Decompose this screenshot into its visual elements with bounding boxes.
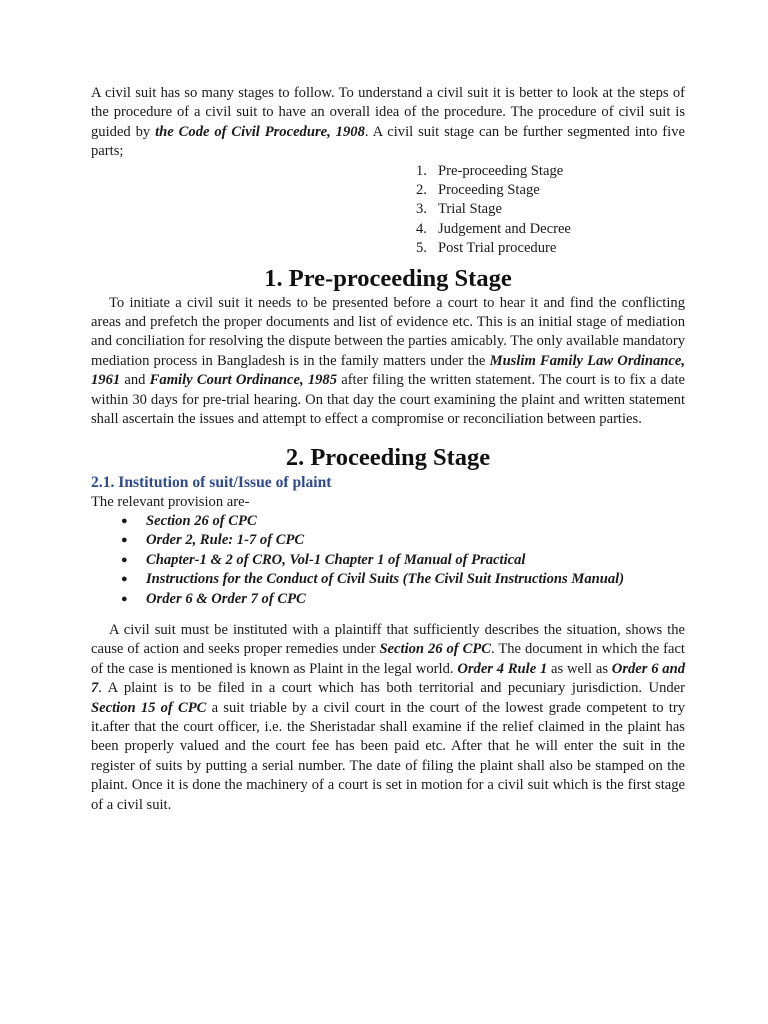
stage-item: [416, 200, 685, 219]
section-2-emphasis-s26: Section 26 of CPC: [379, 641, 491, 658]
section-2-text-3: as well as: [547, 660, 612, 677]
bullet-icon: ●: [121, 514, 128, 527]
bullet-icon: ●: [121, 592, 128, 605]
stage-label: Post Trial procedure: [438, 240, 557, 257]
stage-number: 4.: [416, 220, 427, 237]
bullet-icon: ●: [121, 573, 128, 586]
section-2-emphasis-o6-7: Order 6 and 7: [91, 660, 685, 697]
stage-item: [416, 220, 685, 239]
section-1-text-3: after filing the written statement. The court is to fix a date within 30 days for pre-trial hearing. On that day the court examining the plaint and written statement shall ascertain the issues and attempt to effect a compromise or reconciliation between parties.: [91, 372, 686, 428]
section-2-text-1: A civil suit must be instituted with a plaintiff that sufficiently describes the situation, shows the cause of action and seeks proper remedies under: [91, 621, 685, 658]
bullet-icon: ●: [121, 553, 128, 566]
bullet-icon: ●: [121, 534, 128, 547]
provision-text: Section 26 of CPC: [146, 512, 257, 529]
section-1-heading: 1. Pre-proceeding Stage: [264, 264, 512, 292]
provision-item: [121, 512, 685, 531]
stage-item: [416, 162, 685, 181]
intro-paragraph: [91, 84, 685, 162]
intro-emphasis-cpc: the Code of Civil Procedure, 1908: [155, 123, 365, 140]
stage-label: Trial Stage: [438, 201, 502, 218]
provision-item: [121, 570, 685, 589]
provisions-lead: The relevant provision are-: [91, 493, 250, 510]
stage-item: [416, 239, 685, 258]
section-1-paragraph: [91, 294, 685, 430]
section-2-text-2: . The document in which the fact of the case is mentioned is known as Plaint in the legal world.: [91, 641, 685, 677]
section-2-1-subheading: 2.1. Institution of suit/Issue of plaint: [91, 473, 332, 491]
section-2-emphasis-s15: Section 15 of CPC: [91, 699, 207, 716]
provision-item: [121, 590, 685, 609]
intro-text-1: A civil suit has so many stages to follow. To understand a civil suit it is better to look at the steps of the procedure of a civil suit to have an overall idea of the procedure. The procedure of civil suit is guided by: [91, 85, 685, 140]
section-1-emphasis-fco: Family Court Ordinance, 1985: [149, 372, 338, 389]
section-2-heading: 2. Proceeding Stage: [285, 443, 491, 471]
spacer: [91, 609, 685, 621]
stage-number: 1.: [416, 162, 427, 179]
stage-number: 3.: [416, 201, 427, 218]
section-2-emphasis-o4r1: Order 4 Rule 1: [457, 660, 548, 677]
stage-number: 2.: [416, 182, 427, 199]
section-1-text-2: and: [120, 372, 150, 389]
provisions-list: [91, 512, 685, 609]
provision-text: Instructions for the Conduct of Civil Suits (The Civil Suit Instructions Manual): [146, 571, 625, 588]
intro-text-2: . A civil suit stage can be further segmented into five parts;: [91, 123, 685, 160]
section-2-text-4: . A plaint is to be filed in a court which has both territorial and pecuniary jurisdiction. Under: [98, 680, 685, 697]
stage-label: Pre-proceeding Stage: [438, 162, 564, 179]
stage-item: [416, 181, 685, 200]
provision-item: [121, 531, 685, 550]
section-2-paragraph: [91, 621, 685, 815]
provision-text: Chapter-1 & 2 of CRO, Vol-1 Chapter 1 of Manual of Practical: [146, 551, 526, 568]
provision-text: Order 6 & Order 7 of CPC: [146, 590, 306, 607]
provision-text: Order 2, Rule: 1-7 of CPC: [146, 532, 305, 549]
stage-number: 5.: [416, 240, 427, 257]
document-page: [91, 84, 685, 815]
section-2-text-5: a suit triable by a civil court in the court of the lowest grade competent to try it.after that the court officer, i.e. the Sheristadar shall examine if the relief claimed in the plaint has been properly valued and the court fee has been paid etc. After that he will enter the suit in the register of suits by putting a serial number. The date of filing the plaint shall also be stamped on the plaint. Once it is done the machinery of a court is set in motion for a civil suit which is the first stage of a civil suit.: [91, 699, 685, 813]
provision-item: [121, 551, 685, 570]
section-1-emphasis-mflo: Muslim Family Law Ordinance, 1961: [91, 352, 685, 389]
stage-label: Proceeding Stage: [438, 182, 540, 199]
stage-label: Judgement and Decree: [438, 220, 571, 237]
stages-list: [416, 162, 685, 259]
section-1-text-1: To initiate a civil suit it needs to be presented before a court to hear it and find the conflicting areas and prefetch the proper documents and list of evidence etc. This is an initial stage of mediation and conciliation for resolving the dispute between the parties amicably. The only available mandatory mediation process in Bangladesh is in the family matters under the: [91, 294, 685, 369]
